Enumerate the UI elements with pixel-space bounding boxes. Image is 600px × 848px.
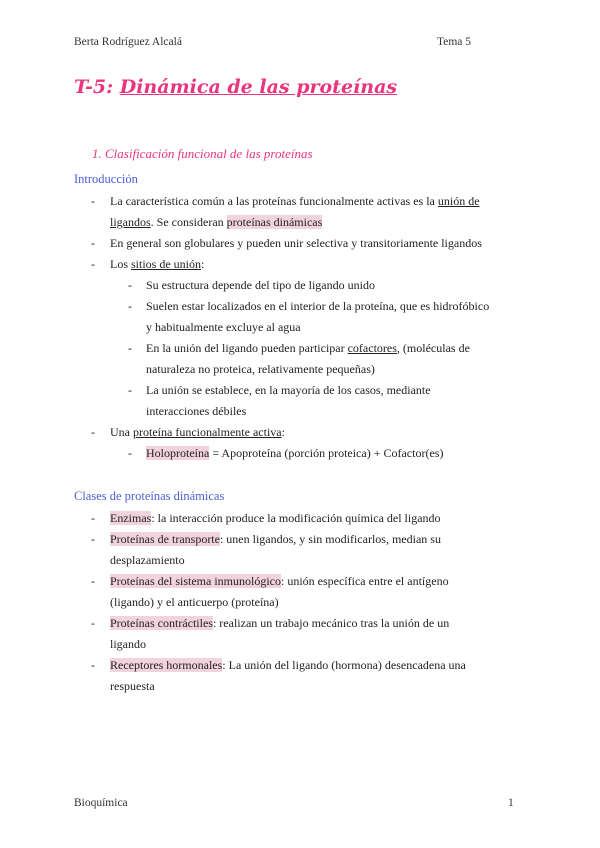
title-main: Dinámica de las proteínas (119, 76, 398, 98)
highlighted-text: Proteínas del sistema inmunológico (110, 574, 281, 588)
text: . Se consideran (150, 215, 227, 229)
sub-item-cont: interacciones débiles (146, 404, 247, 418)
sub-item-cont: naturaleza no proteica, relativamente pequeñas) (146, 362, 375, 376)
header-author: Berta Rodríguez Alcalá (74, 36, 182, 48)
sub-item: Suelen estar localizados en el interior de la proteína, que es hidrofóbico (146, 299, 490, 313)
sub-item: Su estructura depende del tipo de ligando unido (146, 278, 375, 292)
highlighted-text: Proteínas de transporte (110, 532, 220, 546)
text: : (281, 425, 285, 439)
text: Los (110, 257, 131, 271)
list-item (110, 257, 204, 271)
text: = Apoproteína (porción proteica) + Cofactor(es) (209, 446, 444, 460)
text: , (moléculas de (396, 341, 470, 355)
bullet: - (91, 236, 95, 250)
text: : La unión del ligando (hormona) desencadena una (222, 658, 466, 672)
bullet: - (128, 446, 132, 460)
bullet: - (128, 299, 132, 313)
sub-item-cont: y habitualmente excluye al agua (146, 320, 301, 334)
sub-item (146, 446, 443, 460)
page-number: 1 (508, 797, 514, 809)
bullet: - (91, 257, 95, 271)
list-item-cont (110, 215, 322, 229)
list-item (110, 532, 441, 546)
bullet: - (91, 532, 95, 546)
clases-heading: Clases de proteínas dinámicas (74, 489, 225, 503)
list-item: En general son globulares y pueden unir selectiva y transitoriamente ligandos (110, 236, 482, 250)
intro-heading: Introducción (74, 172, 138, 186)
text: : realizan un trabajo mecánico tras la unión de un (212, 616, 450, 630)
header-topic: Tema 5 (437, 36, 472, 48)
text: : unión específica entre el antígeno (280, 574, 449, 588)
list-item-cont: ligando (110, 637, 146, 651)
highlighted-text: proteínas dinámicas (226, 215, 323, 229)
sub-item (146, 341, 470, 355)
highlighted-text: Proteínas contráctiles (110, 616, 213, 630)
underlined-text: ligandos (110, 215, 151, 229)
text: : (201, 257, 205, 271)
text: : unen ligandos, y sin modificarlos, median su (219, 532, 441, 546)
page-title (74, 76, 397, 98)
text: En la unión del ligando pueden participar (146, 341, 348, 355)
footer-subject: Bioquímica (74, 797, 128, 809)
bullet: - (128, 383, 132, 397)
highlighted-text: Holoproteína (146, 446, 210, 460)
bullet: - (128, 278, 132, 292)
underlined-text: proteína funcionalmente activa (133, 425, 282, 439)
list-item (110, 425, 285, 439)
list-item (110, 616, 449, 630)
list-item-cont: (ligando) y el anticuerpo (proteína) (110, 595, 279, 609)
bullet: - (91, 658, 95, 672)
bullet: - (91, 574, 95, 588)
bullet: - (91, 616, 95, 630)
underlined-text: sitios de unión (131, 257, 202, 271)
list-item (110, 194, 480, 208)
list-item-cont: desplazamiento (110, 553, 185, 567)
sub-item: La unión se establece, en la mayoría de los casos, mediante (146, 383, 431, 397)
underlined-text: unión de (437, 194, 480, 208)
bullet: - (91, 425, 95, 439)
list-item-cont: respuesta (110, 679, 155, 693)
list-item (110, 511, 441, 525)
section-heading: 1. Clasificación funcional de las proteínas (92, 146, 313, 161)
list-item (110, 574, 449, 588)
highlighted-text: Receptores hormonales (110, 658, 223, 672)
bullet: - (91, 511, 95, 525)
text: La característica común a las proteínas funcionalmente activas es la (110, 194, 438, 208)
bullet: - (128, 341, 132, 355)
list-item (110, 658, 466, 672)
highlighted-text: Enzimas (110, 511, 152, 525)
text: : la interacción produce la modificación química del ligando (151, 511, 441, 525)
text: Una (110, 425, 133, 439)
underlined-text: cofactores (347, 341, 397, 355)
bullet: - (91, 194, 95, 208)
title-prefix: T-5: (74, 76, 120, 98)
